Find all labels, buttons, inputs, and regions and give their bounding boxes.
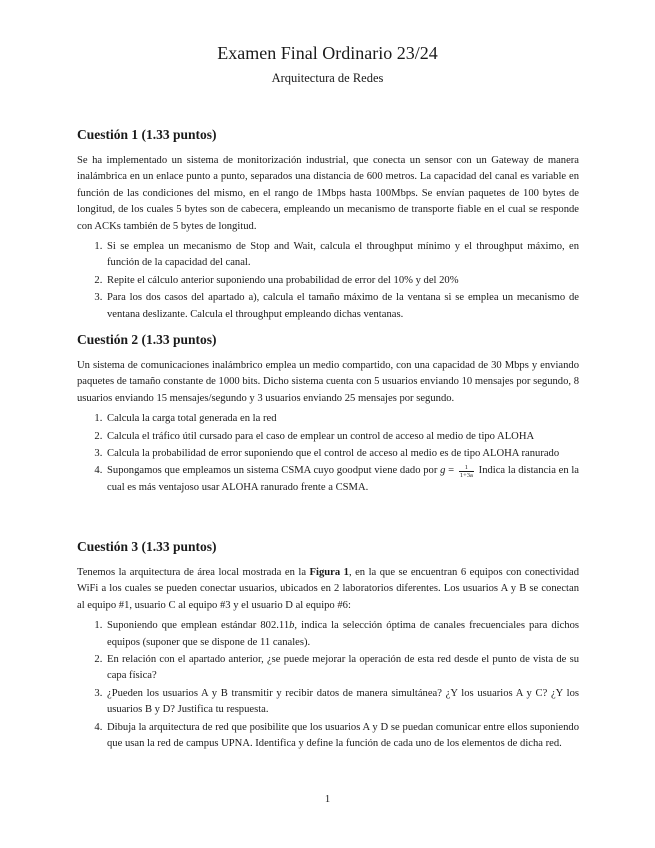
question-3-item-4: 4. Dibuja la arquitectura de red que posibilite que los usuarios A y D se puedan comunicar entre ellos suponiendo que usan la red de campus UPNA. Identifica y define la función de cada uno de los elementos de dicha red. (105, 720, 579, 753)
question-2-item-2: 2. Calcula el tráfico útil cursado para el caso de emplear un control de acceso al medio de tipo ALOHA (105, 429, 579, 445)
question-1-item-3: 3. Para los dos casos del apartado a), calcula el tamaño máximo de la ventana si se emplea un mecanismo de ventana deslizante. Calcula el throughput empleando dichas ventanas. (105, 290, 579, 323)
question-1-item-2: 2. Repite el cálculo anterior suponiendo una probabilidad de error del 10% y del 20% (105, 273, 579, 289)
question-3-item-1-after: , indica la selección óptima de canales frecuenciales para dichos equipos (suponer que se dispone de 11 canales). (107, 620, 580, 648)
question-2-item-4-before: Supongamos que empleamos un sistema CSMA cuyo goodput viene dado por (107, 465, 441, 477)
question-2-item-4 (105, 463, 579, 496)
question-3-list (77, 618, 579, 752)
question-3-item-3: 3. ¿Pueden los usuarios A y B transmitir y recibir datos de manera simultánea? ¿Y los usuarios A y C? ¿Y los usuarios B y D? Justifica tu respuesta. (105, 686, 579, 719)
question-3-heading: Cuestión 3 (1.33 puntos) (77, 539, 217, 554)
page-number: 1 (324, 794, 331, 805)
question-1-list (77, 239, 579, 323)
question-1-intro: Se ha implementado un sistema de monitorización industrial, que conecta un sensor con un Gateway de manera inalámbrica en un enlace punto a punto, separados una distancia de 600 metros. La capacidad del canal es variable en función de las condiciones del mismo, en el rango de 1Mbps hasta 100Mbps. Se envían paquetes de 100 bytes de longitud, de los cuales 5 bytes son de cabecera, empleando un mecanismo de transporte fiable en el cual se responde con ACKs también de 5 bytes de longitud. (77, 155, 579, 232)
fraction-numerator: 1 (459, 464, 474, 472)
question-3 (77, 539, 579, 753)
question-2 (77, 332, 579, 497)
question-1-item-1: 1. Si se emplea un mecanismo de Stop and Wait, calcula el throughput mínimo y el throughput máximo, en función de la capacidad del canal. (105, 239, 579, 272)
question-3-item-1-before: Suponiendo que emplean estándar 802.11 (107, 620, 290, 632)
exam-title: Examen Final Ordinario 23/24 (217, 43, 438, 63)
goodput-variable: g (440, 465, 446, 477)
question-1-heading: Cuestión 1 (1.33 puntos) (77, 127, 217, 142)
question-2-intro: Un sistema de comunicaciones inalámbrico emplea un medio compartido, con una capacidad de 30 Mbps y enviando paquetes de tamaño constante de 1000 bits. Dicho sistema cuenta con 5 usuarios enviando 10 mensajes por segundo, 8 usuarios enviando 15 mensajes/segundo y 3 usuarios enviando 25 mensajes por segundo. (77, 360, 579, 404)
question-3-intro-after: , en la que se encuentran 6 equipos con conectividad WiFi a los cuales se pueden conectar usuarios, ubicados en 2 laboratorios diferentes. Los usuarios A y B se conectan al equipo #1, usuario C al equipo #3 y el usuario D al equipo #6: (77, 567, 579, 611)
question-2-heading: Cuestión 2 (1.33 puntos) (77, 332, 217, 347)
question-3-item-2: 2. En relación con el apartado anterior, ¿se puede mejorar la operación de esta red desde el punto de vista de su capa física? (105, 652, 579, 685)
figure-reference: Figura 1 (309, 567, 349, 578)
fraction-denominator: 1+3a (459, 471, 473, 479)
question-2-list (77, 411, 579, 496)
question-3-intro (77, 565, 579, 614)
question-3-item-1 (105, 618, 579, 651)
goodput-fraction (459, 464, 474, 479)
standard-suffix: b (289, 620, 295, 632)
question-2-item-1: 1. Calcula la carga total generada en la red (105, 411, 579, 427)
question-1 (77, 127, 579, 324)
equals-sign: = (445, 465, 457, 477)
question-2-item-3: 3. Calcula la probabilidad de error suponiendo que el control de acceso al medio es de tipo ALOHA ranurado (105, 446, 579, 462)
exam-subtitle: Arquitectura de Redes (271, 71, 384, 85)
question-2-item-4-after: Indica la distancia en la cual es más ventajoso usar ALOHA ranurado frente a CSMA. (107, 465, 580, 493)
question-3-intro-before: Tenemos la arquitectura de área local mostrada en la (77, 567, 310, 578)
